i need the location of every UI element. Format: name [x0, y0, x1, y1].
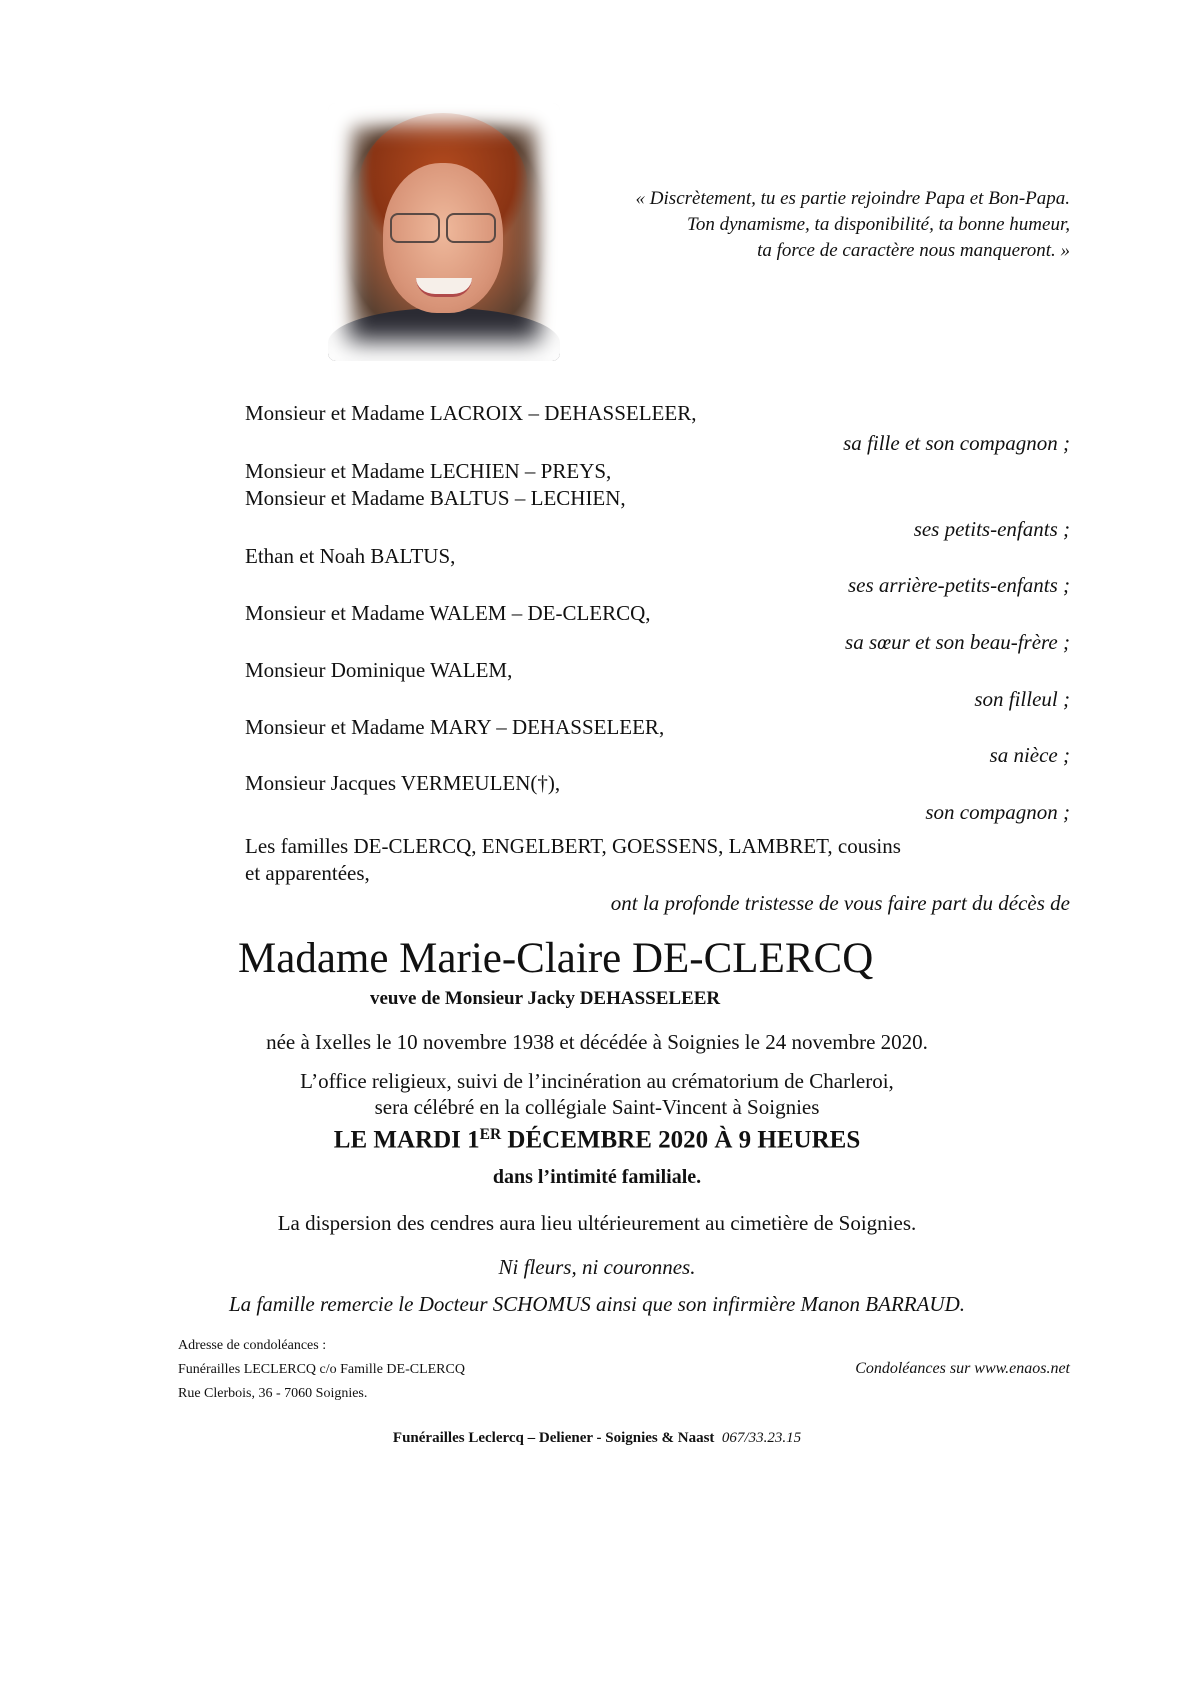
ceremony-date-suffix: DÉCEMBRE 2020 À 9 HEURES [501, 1126, 861, 1154]
relation-petits-enfants: ses petits-enfants ; [913, 517, 1070, 541]
family-mary: Monsieur et Madame MARY – DEHASSELEER, [245, 715, 665, 739]
thanks: La famille remercie le Docteur SCHOMUS ainsi que son infirmière Manon BARRAUD. [228, 1292, 966, 1316]
relation-fille: sa fille et son compagnon ; [843, 431, 1070, 455]
footer-phone: 067/33.23.15 [721, 1430, 802, 1446]
ceremony-date-sup: ER [479, 1126, 502, 1143]
birth-death-dates: née à Ixelles le 10 novembre 1938 et décédée à Soignies le 24 novembre 2020. [266, 1030, 928, 1054]
condolences-label: Adresse de condoléances : [178, 1338, 327, 1353]
ceremony-date [0, 1126, 1194, 1155]
family-baltus: Monsieur et Madame BALTUS – LECHIEN, [245, 486, 626, 510]
ceremony-date-prefix: LE MARDI 1 [333, 1126, 480, 1154]
relation-filleul: son filleul ; [974, 687, 1070, 711]
family-dominique: Monsieur Dominique WALEM, [245, 658, 513, 682]
footer [0, 1430, 1194, 1447]
quote-line-2: Ton dynamisme, ta disponibilité, ta bonne humeur, [687, 214, 1070, 235]
no-flowers: Ni fleurs, ni couronnes. [498, 1255, 696, 1279]
deceased-name: Madame Marie-Claire DE-CLERCQ [238, 935, 874, 982]
family-lacroix: Monsieur et Madame LACROIX – DEHASSELEER, [245, 401, 697, 425]
relation-niece: sa nièce ; [989, 743, 1070, 767]
announcement: ont la profonde tristesse de vous faire part du décès de [610, 891, 1070, 915]
relation-compagnon: son compagnon ; [925, 800, 1070, 824]
family-lechien: Monsieur et Madame LECHIEN – PREYS, [245, 459, 612, 483]
families-line-1: Les familles DE-CLERCQ, ENGELBERT, GOESSENS, LAMBRET, cousins [245, 834, 901, 858]
relation-soeur: sa sœur et son beau-frère ; [845, 630, 1070, 654]
ashes-dispersion: La dispersion des cendres aura lieu ultérieurement au cimetière de Soignies. [277, 1211, 917, 1235]
family-ethan-noah: Ethan et Noah BALTUS, [245, 544, 456, 568]
condolences-address-1: Funérailles LECLERCQ c/o Famille DE-CLERCQ [178, 1362, 465, 1377]
quote-line-3: ta force de caractère nous manqueront. » [757, 240, 1070, 261]
portrait-photo [328, 103, 560, 361]
ceremony-line-2: sera célébré en la collégiale Saint-Vincent à Soignies [374, 1095, 820, 1119]
family-walem: Monsieur et Madame WALEM – DE-CLERCQ, [245, 601, 651, 625]
condolences-address-2: Rue Clerbois, 36 - 7060 Soignies. [178, 1386, 368, 1401]
families-line-2: et apparentées, [245, 861, 370, 885]
family-vermeulen: Monsieur Jacques VERMEULEN(†), [245, 771, 561, 795]
quote-line-1: « Discrètement, tu es partie rejoindre Papa et Bon-Papa. [635, 188, 1070, 209]
online-condolences-link[interactable]: Condoléances sur www.enaos.net [855, 1360, 1070, 1377]
ceremony-line-1: L’office religieux, suivi de l’incinération au crématorium de Charleroi, [300, 1069, 894, 1093]
widow-of: veuve de Monsieur Jacky DEHASSELEER [370, 988, 721, 1009]
intimacy-note: dans l’intimité familiale. [492, 1166, 702, 1188]
quote [636, 186, 1070, 264]
footer-company: Funérailles Leclercq – Deliener - Soignies & Naast [392, 1430, 715, 1446]
relation-arriere-petits-enfants: ses arrière-petits-enfants ; [847, 573, 1070, 597]
